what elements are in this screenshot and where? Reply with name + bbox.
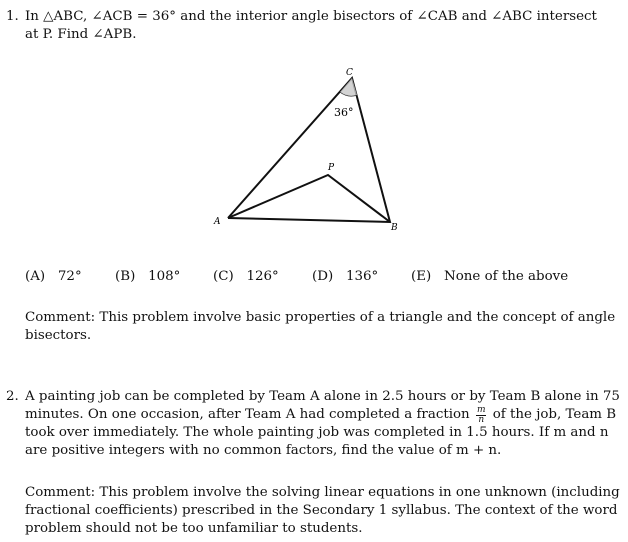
option-a-letter: (A) — [25, 269, 46, 284]
angle-label: 36° — [334, 106, 354, 119]
fraction-m-over-n — [476, 406, 487, 425]
option-d — [312, 268, 378, 286]
label-a: A — [214, 217, 221, 227]
option-a-text: 72° — [57, 269, 82, 284]
q2-line-1: A painting job can be completed by Team A alone in 2.5 hours or by Team B alone in 75 — [25, 389, 620, 404]
bisector-lines — [228, 175, 390, 222]
q2-line-3: took over immediately. The whole painting job was completed in 1.5 hours. If m and n — [25, 425, 609, 440]
option-c-letter: (C) — [213, 269, 234, 284]
option-b-letter: (B) — [115, 269, 136, 284]
label-c: C — [346, 68, 353, 78]
q1-line-2: at P. Find ∠APB. — [25, 27, 137, 42]
fraction-denominator: n — [478, 415, 485, 425]
q1-number: 1. — [6, 9, 19, 24]
q1-comment-line-1: Comment: This problem involve basic properties of a triangle and the concept of angle — [25, 310, 616, 325]
triangle-abc — [228, 78, 390, 222]
q2-comment-line-1: Comment: This problem involve the solving linear equations in one unknown (including — [25, 485, 620, 500]
option-d-letter: (D) — [312, 269, 334, 284]
q2-line-2-pre: minutes. On one occasion, after Team A had completed a fraction — [25, 407, 470, 422]
q2-line-2 — [25, 406, 616, 425]
q2-line-2-post: of the job, Team B — [492, 407, 617, 422]
option-e-text: None of the above — [444, 269, 569, 284]
label-p: P — [328, 163, 335, 173]
q2-number: 2. — [6, 389, 19, 404]
option-e — [411, 268, 568, 286]
option-d-text: 136° — [345, 269, 379, 284]
option-b-text: 108° — [148, 269, 181, 284]
q2-comment-line-3: problem should not be too unfamiliar to students. — [25, 521, 363, 536]
option-e-letter: (E) — [411, 269, 432, 284]
q1-line-1: In △ABC, ∠ACB = 36° and the interior angle bisectors of ∠CAB and ∠ABC intersect — [25, 9, 597, 24]
q1-comment-line-2: bisectors. — [25, 328, 92, 343]
option-c — [213, 268, 279, 286]
option-c-text: 126° — [246, 269, 279, 284]
option-b — [115, 268, 180, 286]
fraction-numerator: m — [476, 405, 486, 415]
label-b: B — [391, 223, 398, 233]
q2-comment-line-2: fractional coefficients) prescribed in the Secondary 1 syllabus. The context of the word — [25, 503, 618, 518]
q2-line-4: are positive integers with no common factors, find the value of m + n. — [25, 443, 502, 458]
option-a — [25, 268, 82, 286]
